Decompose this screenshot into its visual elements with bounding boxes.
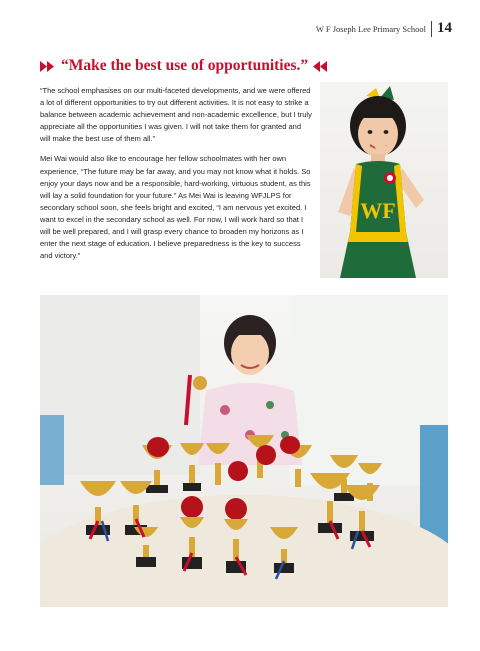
school-name: W F Joseph Lee Primary School — [315, 23, 426, 34]
cheerleader-photo — [320, 82, 448, 278]
article-body — [40, 85, 313, 270]
page-header — [316, 20, 452, 37]
page-number: 14 — [437, 20, 452, 36]
article-title-row — [40, 57, 450, 75]
article-title: “Make the best use of opportunities.” — [61, 57, 309, 74]
header-divider — [431, 21, 432, 37]
double-chevron-right-icon — [40, 61, 56, 72]
cheerleader-emblem: WF — [360, 198, 396, 223]
article-paragraph: “The school emphasises on our multi-faceted developments, and we were offered a lot of different opportunities to try out different activities. It is not easy to strike a balance between academic achievement and non-academic excellence, but I truly appreciate all the opportunities I was given. I will not take them for granted and will make the best use of them all.” — [40, 86, 312, 144]
article-paragraph: Mei Wai would also like to encourage her fellow schoolmates with her own experience, “The future may be far away, and you may not know what it holds. So enjoy your days now and be a responsible, hard-working, virtuous student, as this will lay a solid foundation for your future.” As Mei Wai is leaving WFJLPS for secondary school soon, she feels bright and excited, “I am nervous yet excited. I want to excel in the secondary school as well. For now, I will work hard so that I will be well prepared, and I will grasp every chance to broaden my horizons as I enter the next stage of education. I believe preparedness is the key to success and victory.” — [40, 154, 311, 261]
double-chevron-left-icon — [313, 61, 329, 72]
trophies-photo — [40, 295, 448, 607]
